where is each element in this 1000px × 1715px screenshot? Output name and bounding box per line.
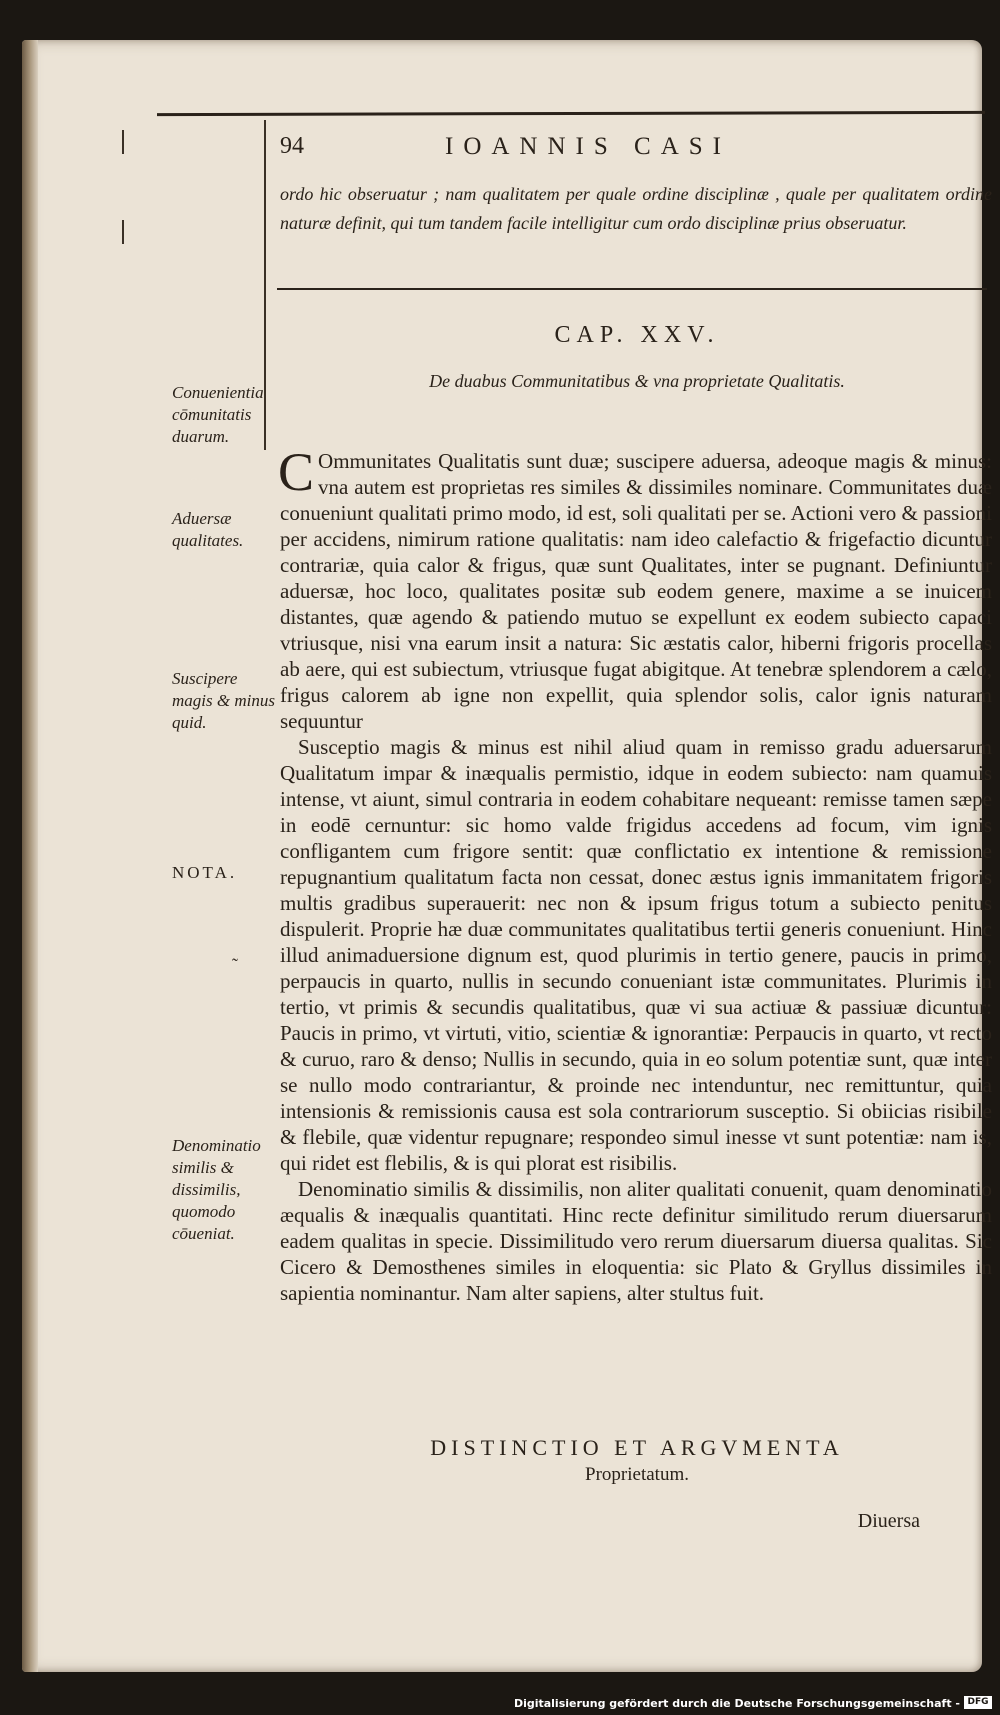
page-number: 94 xyxy=(280,133,304,159)
catchword: Diuersa xyxy=(857,1510,920,1532)
marginal-note: Aduersæ qualitates. xyxy=(172,509,244,550)
continuation-text: ordo hic obseruatur ; nam qualitatem per quale ordine disciplinæ , quale per qualitatem ordine naturæ definit, qui tum tandem facile intelligitur cum ordo disciplinæ prius obseruatur. xyxy=(280,184,992,233)
header-rule xyxy=(157,111,985,116)
marginal-note: NOTA. xyxy=(172,863,238,882)
page-edge xyxy=(22,40,38,1672)
margin-tick xyxy=(122,220,124,244)
chapter-title: CAP. XXV. xyxy=(554,322,720,348)
section-rule xyxy=(277,288,987,290)
book-page xyxy=(22,40,992,1672)
paragraph xyxy=(278,442,992,734)
marginal-note: Conuenientia cōmunitatis duarum. xyxy=(172,383,264,446)
marginal-note: Denominatio similis & dissimilis, quomodo cōueniat. xyxy=(172,1136,261,1243)
chapter-subtitle: De duabus Communitatibus & vna proprietate Qualitatis. xyxy=(429,371,845,391)
marginal-note: Suscipere magis & minus quid. xyxy=(172,669,275,732)
paragraph: Denominatio similis & dissimilis, non aliter qualitati conuenit, quam denominatio æqualis & inæqualis quantitati. Hinc recte definitur similitudo rerum diuersarum eadem qualitas in specie. Dissimilitudo vero rerum diuersarum diuersa qualitas. Sic Cicero & Demosthenes similes in eloquentia: sic Plato & Gryllus dissimiles in sapientia nominantur. Nam alter sapiens, alter stultus fuit. xyxy=(280,1177,992,1305)
section-heading: DISTINCTIO ET ARGVMENTA xyxy=(430,1435,844,1460)
drop-cap: C xyxy=(278,442,315,502)
marginal-mark: ˜ xyxy=(232,955,238,975)
body-text xyxy=(278,442,992,1306)
margin-tick xyxy=(122,130,124,154)
paragraph-text: Ommunitates Qualitatis sunt duæ; suscipere aduersa, adeoque magis & minus: vna autem est proprietas res similes & dissimiles nominare. Communitates duæ conueniunt qualitati primo modo, id est, soli qualitati per se. Actioni vero & passioni per accidens, nimirum ratione qualitatis: nam ideo calefactio & frigefactio dicuntur contrariæ, quia calor & frigus, quæ sunt Qualitates, inter se pugnant. Definiuntur aduersæ, hoc loco, qualitates positæ sub eodem genere, maxime a se inuicem distantes, quæ agendo & patiendo mutuo se expellunt ex eodem subiecto capaci vtriusque, nisi vna earum insit a natura: Sic æstatis calor, hiberni frigoris procellas ab aere, qui est subiectum, vtriusque fugat abigitque. At tenebræ splendorem a cælo, frigus calorem ab igne non expellit, quia splendor solis, calor ignis naturam sequuntur xyxy=(280,449,992,733)
running-title: IOANNIS CASI xyxy=(445,133,731,160)
footer-text: Digitalisierung gefördert durch die Deutsche Forschungsgemeinschaft - xyxy=(513,1697,960,1710)
section-subheading: Proprietatum. xyxy=(585,1464,689,1485)
dfg-logo: DFG xyxy=(964,1696,992,1709)
paragraph: Susceptio magis & minus est nihil aliud quam in remisso gradu aduersarum Qualitatum impar & inæqualis permistio, idque in eodem subiecto: nam quamuis intense, vt aiunt, simul contraria in eodem cohabitare nequeant: remisse tamen sæpe in eodē cernuntur: sic homo valde frigidus accedens ad focum, vim ignis confligantem cum frigore sentit: quæ conflictatio ex intentione & remissione repugnantium qualitatum facta non cessat, donec æstus ignis immanitatem frigoris multis gradibus superauerit: nec non & ipsum frigus totum a subiecto penitus dispulerit. Proprie hæ duæ communitates qualitatibus tertii generis conueniunt. Hinc illud animaduersione dignum est, quod plurimis in tertio genere, paucis in primo, perpaucis in quarto, nullis in secundo conueniant istæ communitates. Plurimis in tertio, vt primis & secundis qualitatibus, quæ vi sua actiuæ & passiuæ dicuntur: Paucis in primo, vt virtuti, vitio, scientiæ & ignorantiæ: Perpaucis in quarto, vt recto & curuo, raro & denso; Nullis in secundo, quia in eo solum potentiæ sunt, quæ inter se nullo modo contrariantur, & proinde nec intenduntur, nec remittuntur, quia intensionis & remissionis causa est sola contrariorum susceptio. Si obiicias risibile & flebile, quæ videntur repugnare; respondeo simul inesse vt sunt potentiæ: nam is, qui ridet est flebilis, & is qui plorat est risibilis. xyxy=(280,735,992,1175)
running-header xyxy=(280,133,980,173)
footer-bar xyxy=(0,1693,1000,1715)
